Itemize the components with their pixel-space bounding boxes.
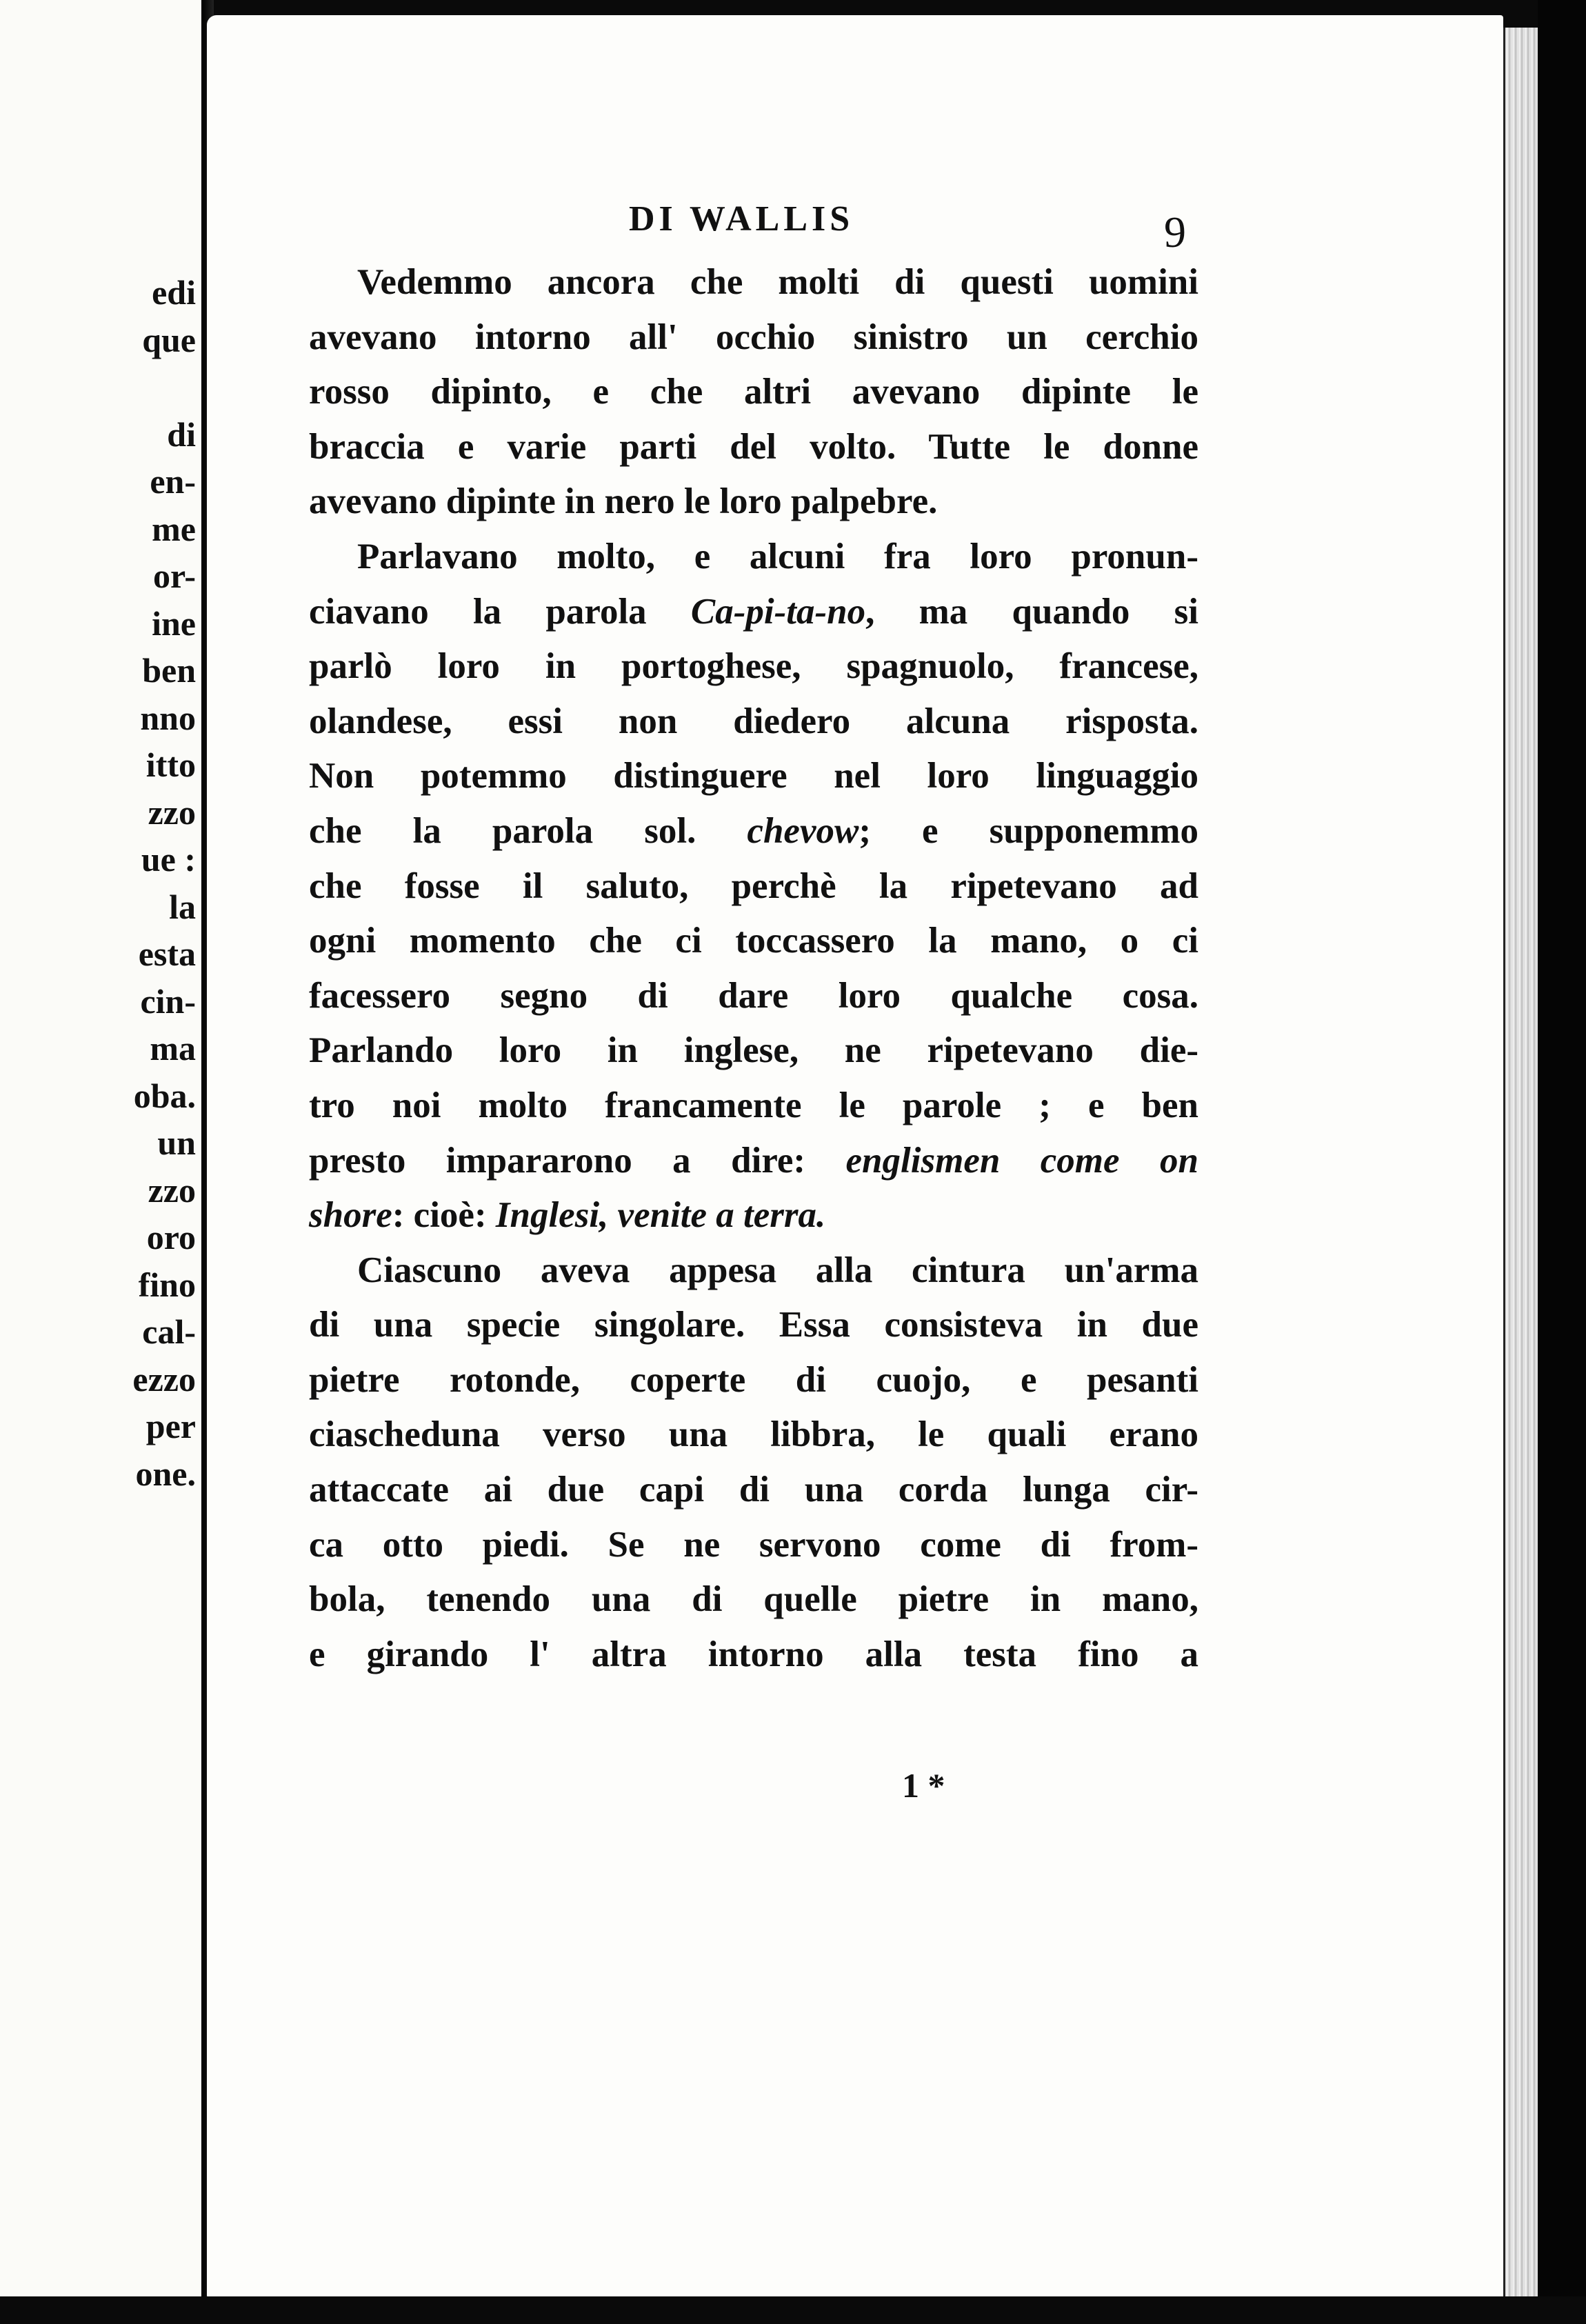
running-head: DI WALLIS [629, 199, 854, 239]
facing-page-line: ezzo [132, 1359, 196, 1399]
text-segment: ca otto piedi. Se ne servono come di from- [309, 1524, 1198, 1565]
text-segment: pietre rotonde, coperte di cuojo, e pesanti [309, 1359, 1198, 1400]
facing-page-line: per [145, 1407, 196, 1445]
facing-page-line: ben [142, 651, 196, 690]
text-segment: olandese, essi non diedero alcuna risposta. [309, 701, 1198, 741]
text-line [309, 749, 1198, 804]
text-segment: Non potemmo distinguere nel loro linguaggio [309, 756, 1198, 797]
facing-page-line: edi [152, 273, 196, 312]
text-segment: Parlavano molto, e alcuni fra loro pronun- [357, 536, 1198, 577]
facing-page-line: en- [150, 462, 196, 501]
body-text [309, 255, 1198, 1682]
text-line [309, 804, 1198, 859]
facing-page-line: zzo [148, 792, 196, 832]
text-segment: bola, tenendo una di quelle pietre in mano, [309, 1579, 1198, 1620]
text-line [309, 694, 1198, 750]
italic-text: chevow [747, 810, 859, 851]
italic-text: Ca-pi-ta-no [690, 591, 866, 632]
text-segment: di una specie singolare. Essa consisteva in due [309, 1305, 1198, 1345]
text-line [309, 1353, 1198, 1408]
italic-text: Inglesi, venite a terra. [495, 1195, 826, 1236]
italic-text: shore [309, 1195, 392, 1236]
text-segment: Parlando loro in inglese, ne ripetevano die- [309, 1030, 1198, 1071]
facing-page-line: nno [140, 698, 196, 737]
facing-page-line: itto [145, 745, 196, 784]
text-line [309, 1408, 1198, 1463]
text-line [309, 1188, 1198, 1243]
text-segment: presto impararono a dire: [309, 1140, 846, 1181]
text-line [309, 420, 1198, 475]
text-line [309, 1463, 1198, 1518]
text-segment: : cioè: [392, 1195, 496, 1236]
facing-page-line: ma [150, 1029, 196, 1068]
text-line [309, 255, 1198, 310]
text-segment: e girando l' altra intorno alla testa fino a [309, 1634, 1198, 1674]
facing-page-line: esta [138, 934, 196, 973]
text-line [309, 310, 1198, 365]
facing-page-line: cin- [140, 981, 196, 1021]
text-segment: Vedemmo ancora che molti di questi uomini [357, 262, 1198, 302]
text-line [309, 365, 1198, 420]
text-line [309, 914, 1198, 969]
text-segment: che fosse il saluto, perchè la ripetevano ad [309, 865, 1198, 906]
text-line [309, 1627, 1198, 1683]
text-line [309, 859, 1198, 914]
text-segment: ciavano la parola [309, 591, 691, 632]
signature-mark: 1 * [902, 1766, 945, 1805]
facing-page-fragment [0, 0, 205, 2324]
text-segment: rosso dipinto, e che altri avevano dipinte le [309, 372, 1198, 412]
text-segment: parlò loro in portoghese, spagnuolo, francese, [309, 646, 1198, 687]
text-line [309, 474, 1198, 530]
text-segment: ogni momento che ci toccassero la mano, o ci [309, 921, 1198, 961]
text-line [309, 1298, 1198, 1353]
facing-page-line: oba. [133, 1076, 196, 1115]
text-line [309, 1079, 1198, 1134]
page-edges [1503, 28, 1540, 2296]
text-line [309, 1134, 1198, 1189]
facing-page-line: ine [152, 603, 196, 643]
text-segment: avevano intorno all' occhio sinistro un cerchio [309, 317, 1198, 357]
text-segment: ciascheduna verso una libbra, le quali erano [309, 1414, 1198, 1455]
facing-page-line: un [157, 1123, 196, 1162]
text-segment: , ma quando si [865, 591, 1199, 632]
text-line [309, 639, 1198, 694]
text-segment: facessero segno di dare loro qualche cosa. [309, 975, 1198, 1016]
facing-page-line: or- [153, 557, 196, 595]
text-line [309, 1023, 1198, 1079]
page-number: 9 [1164, 208, 1186, 257]
text-line [309, 1243, 1198, 1299]
facing-page-line: di [167, 414, 196, 454]
facing-page-text [17, 269, 196, 1497]
text-segment: attaccate ai due capi di una corda lunga cir- [309, 1470, 1198, 1510]
text-segment: braccia e varie parti del volto. Tutte le donne [309, 426, 1198, 467]
facing-page-line: one. [135, 1454, 196, 1493]
facing-page-line: me [152, 509, 196, 548]
text-line [309, 585, 1198, 640]
scan-bottom-edge [0, 2296, 1586, 2324]
text-segment: avevano dipinte in nero le loro palpebre. [309, 481, 938, 522]
facing-page-line: que [142, 320, 196, 359]
text-segment: che la parola sol. [309, 810, 747, 851]
text-segment: tro noi molto francamente le parole ; e ben [309, 1085, 1198, 1125]
scan-background [1538, 0, 1586, 2324]
facing-page-line: oro [146, 1218, 196, 1256]
text-segment: ; e supponemmo [859, 810, 1198, 851]
facing-page-line: la [169, 887, 196, 926]
italic-text: englismen come on [845, 1140, 1198, 1181]
facing-page-line [17, 363, 196, 411]
facing-page-line: fino [138, 1265, 196, 1304]
facing-page-line: cal- [142, 1312, 196, 1351]
text-segment: Ciascuno aveva appesa alla cintura un'arma [357, 1250, 1198, 1290]
facing-page-line: ue : [141, 840, 196, 879]
text-line [309, 1518, 1198, 1573]
text-line [309, 1572, 1198, 1627]
text-line [309, 530, 1198, 585]
facing-page-line: zzo [148, 1170, 196, 1210]
text-line [309, 969, 1198, 1024]
